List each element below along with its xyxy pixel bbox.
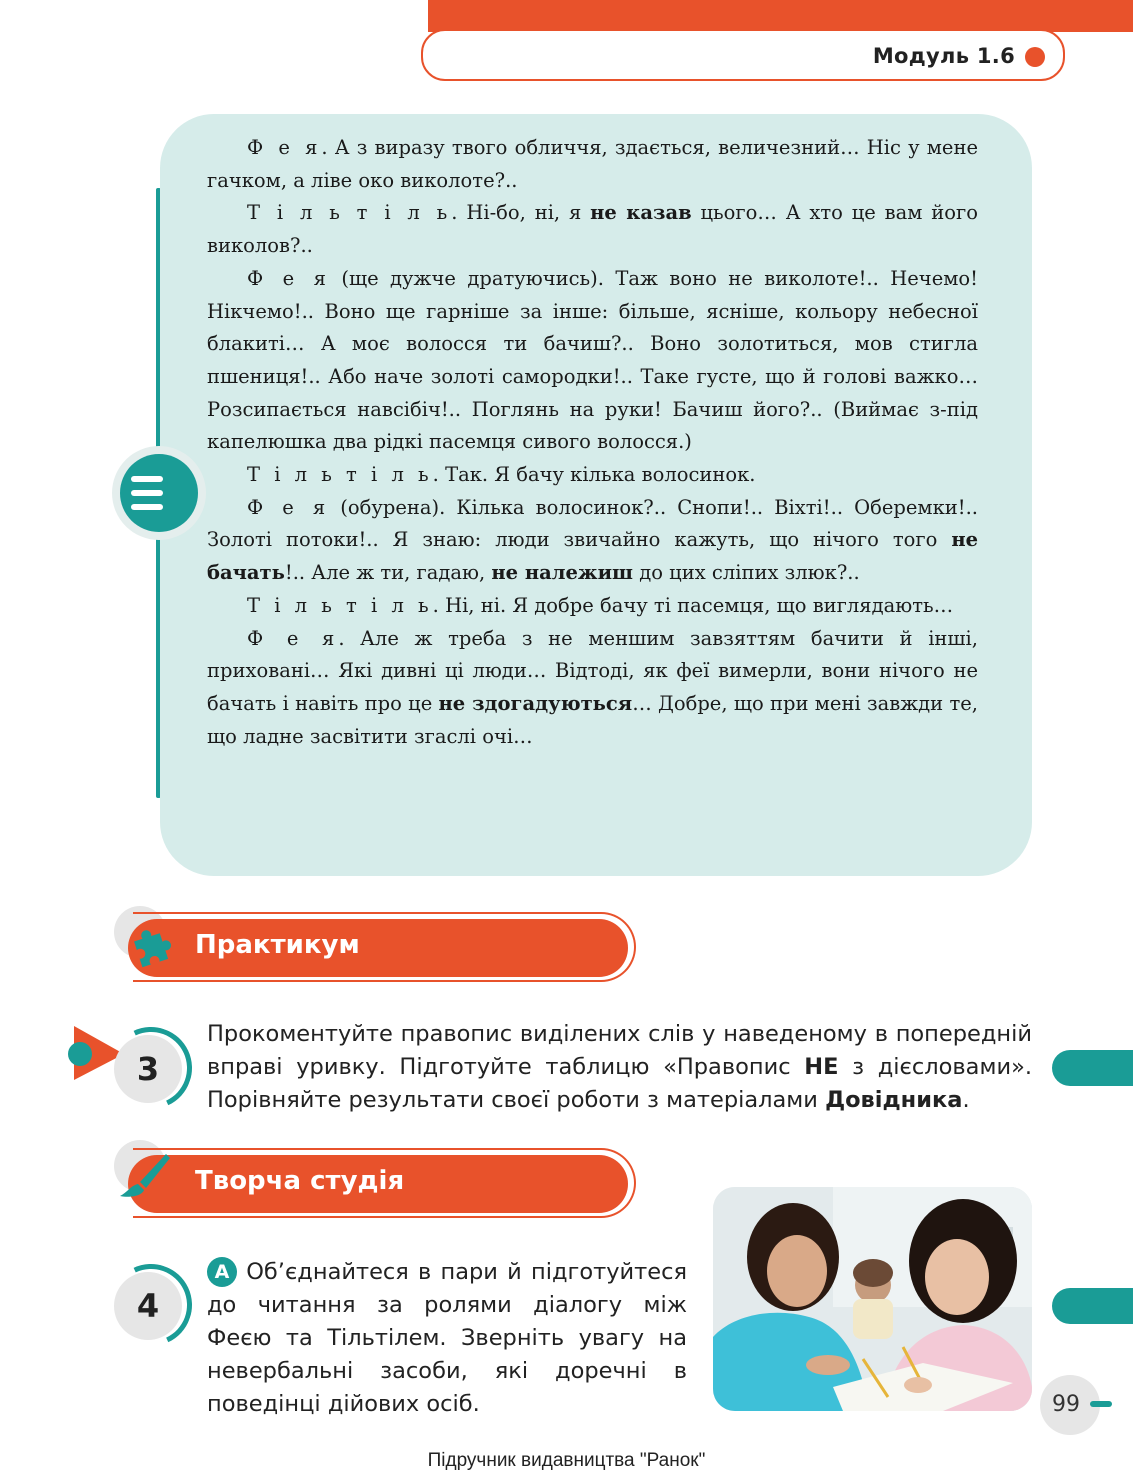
text-run: . Так. Я бачу кілька волосинок. xyxy=(432,463,756,487)
highlighted-word: Довідника xyxy=(825,1087,963,1113)
task-4-body xyxy=(207,1259,687,1417)
speaker-name: Ф е я xyxy=(247,266,330,290)
dialogue-paragraph xyxy=(207,197,978,262)
page-number-dash xyxy=(1090,1401,1112,1407)
dialogue-paragraph xyxy=(207,492,978,590)
text-run: . Ні-бо, ні, я xyxy=(451,201,591,225)
text-run: . xyxy=(962,1087,970,1113)
highlighted-word: не казав xyxy=(590,201,692,225)
module-dot-icon xyxy=(1025,47,1045,67)
text-run: . Але ж треба з не меншим завзяттям бачити й інші, приховані… Які дивні ці люди… Відтоді, як феї вимерли, вони нічого не бачать і навіть про це xyxy=(207,626,978,715)
task-4-text xyxy=(207,1256,687,1421)
practicum-title: Практикум xyxy=(195,930,360,960)
page-number: 99 xyxy=(1052,1392,1080,1417)
reading-text xyxy=(207,132,978,753)
speaker-name: Ф е я xyxy=(247,626,339,650)
text-run: (обурена). Кілька волосинок?.. Снопи!.. Віхті!.. Оберемки!.. Золоті потоки!.. Я знаю: люди звичайно кажуть, що нічого того xyxy=(207,495,978,552)
dialogue-paragraph xyxy=(207,590,978,623)
task-4-number: 4 xyxy=(136,1287,160,1325)
text-run: !.. Але ж ти, гадаю, xyxy=(284,561,492,585)
highlighted-word: не бачать xyxy=(207,528,978,585)
side-tab-upper xyxy=(1052,1050,1133,1086)
dialogue-paragraph xyxy=(207,132,978,197)
publisher-footer: Підручник видавництва "Ранок" xyxy=(427,1450,706,1471)
students-illustration xyxy=(713,1187,1032,1411)
task-4-arc xyxy=(98,1252,203,1357)
text-run: цього… А хто це вам його виколов?.. xyxy=(207,201,978,258)
puzzle-icon xyxy=(127,918,179,970)
speaker-name: Ф е я xyxy=(247,495,330,519)
menu-lines-icon xyxy=(120,454,198,532)
text-run: … Добре, що при мені завжди те, що ладне засвітити згаслі очі… xyxy=(207,691,978,748)
module-label: Модуль 1.6 xyxy=(872,44,1015,68)
studio-title: Творча студія xyxy=(195,1166,405,1196)
text-run: Прокоментуйте правопис виділених слів у наведеному в попередній вправі уривку. Підготуйте таблицю «Правопис xyxy=(207,1021,1032,1080)
dialogue-paragraph xyxy=(207,263,978,459)
highlighted-word: НЕ xyxy=(804,1054,839,1080)
students-photo xyxy=(713,1187,1032,1411)
highlighted-word: не належиш xyxy=(491,561,634,585)
text-run: до цих сліпих злюк?.. xyxy=(633,561,860,585)
task-3-text xyxy=(207,1018,1032,1117)
task-4-variant-badge: А xyxy=(207,1257,237,1287)
menu-badge xyxy=(112,446,206,540)
module-tab xyxy=(421,29,1065,81)
dialogue-paragraph xyxy=(207,623,978,754)
header-bar xyxy=(428,0,1133,32)
text-run: з дієсловами». Порівняйте результати своєї роботи з матеріалами xyxy=(207,1054,1032,1113)
speaker-name: Т і л ь т і л ь xyxy=(247,463,433,487)
side-tab-lower xyxy=(1052,1288,1133,1324)
dialogue-paragraph xyxy=(207,459,978,492)
text-run: . Ні, ні. Я добре бачу ті пасемця, що виглядають… xyxy=(432,593,954,617)
task-3-number: 3 xyxy=(136,1050,160,1088)
brush-icon xyxy=(116,1150,172,1200)
text-run: (ще дужче дратуючись). Таж воно не виколоте!.. Нечемо! Нікчемо!.. Воно ще гарніше за інше: більше, ясніше, кольору небесної блакиті… А моє волосся ти бачиш?.. Воно золотиться, мов стигла пшениця!.. Або наче золоті самородки!.. Таке густе, що й голові важко… Розсипається навсібіч!.. Поглянь на руки! Бачиш його?.. (Виймає з-під капелюшка два рідкі пасемця сивого волосся.) xyxy=(207,266,978,454)
text-run: . А з виразу твого обличчя, здається, величезний… Ніс у мене гачком, а ліве око виколоте?.. xyxy=(207,136,978,192)
highlighted-word: не здогадуються xyxy=(438,691,633,715)
speaker-name: Т і л ь т і л ь xyxy=(247,201,452,225)
text-run: Об’єднайтеся в пари й підготуйтеся до читання за ролями діалогу між Феєю та Тільтілем. Зверніть увагу на невербальні засоби, які доречні в поведінці дійових осіб. xyxy=(207,1259,687,1417)
speaker-name: Ф е я xyxy=(247,136,322,159)
speaker-name: Т і л ь т і л ь xyxy=(247,593,433,617)
